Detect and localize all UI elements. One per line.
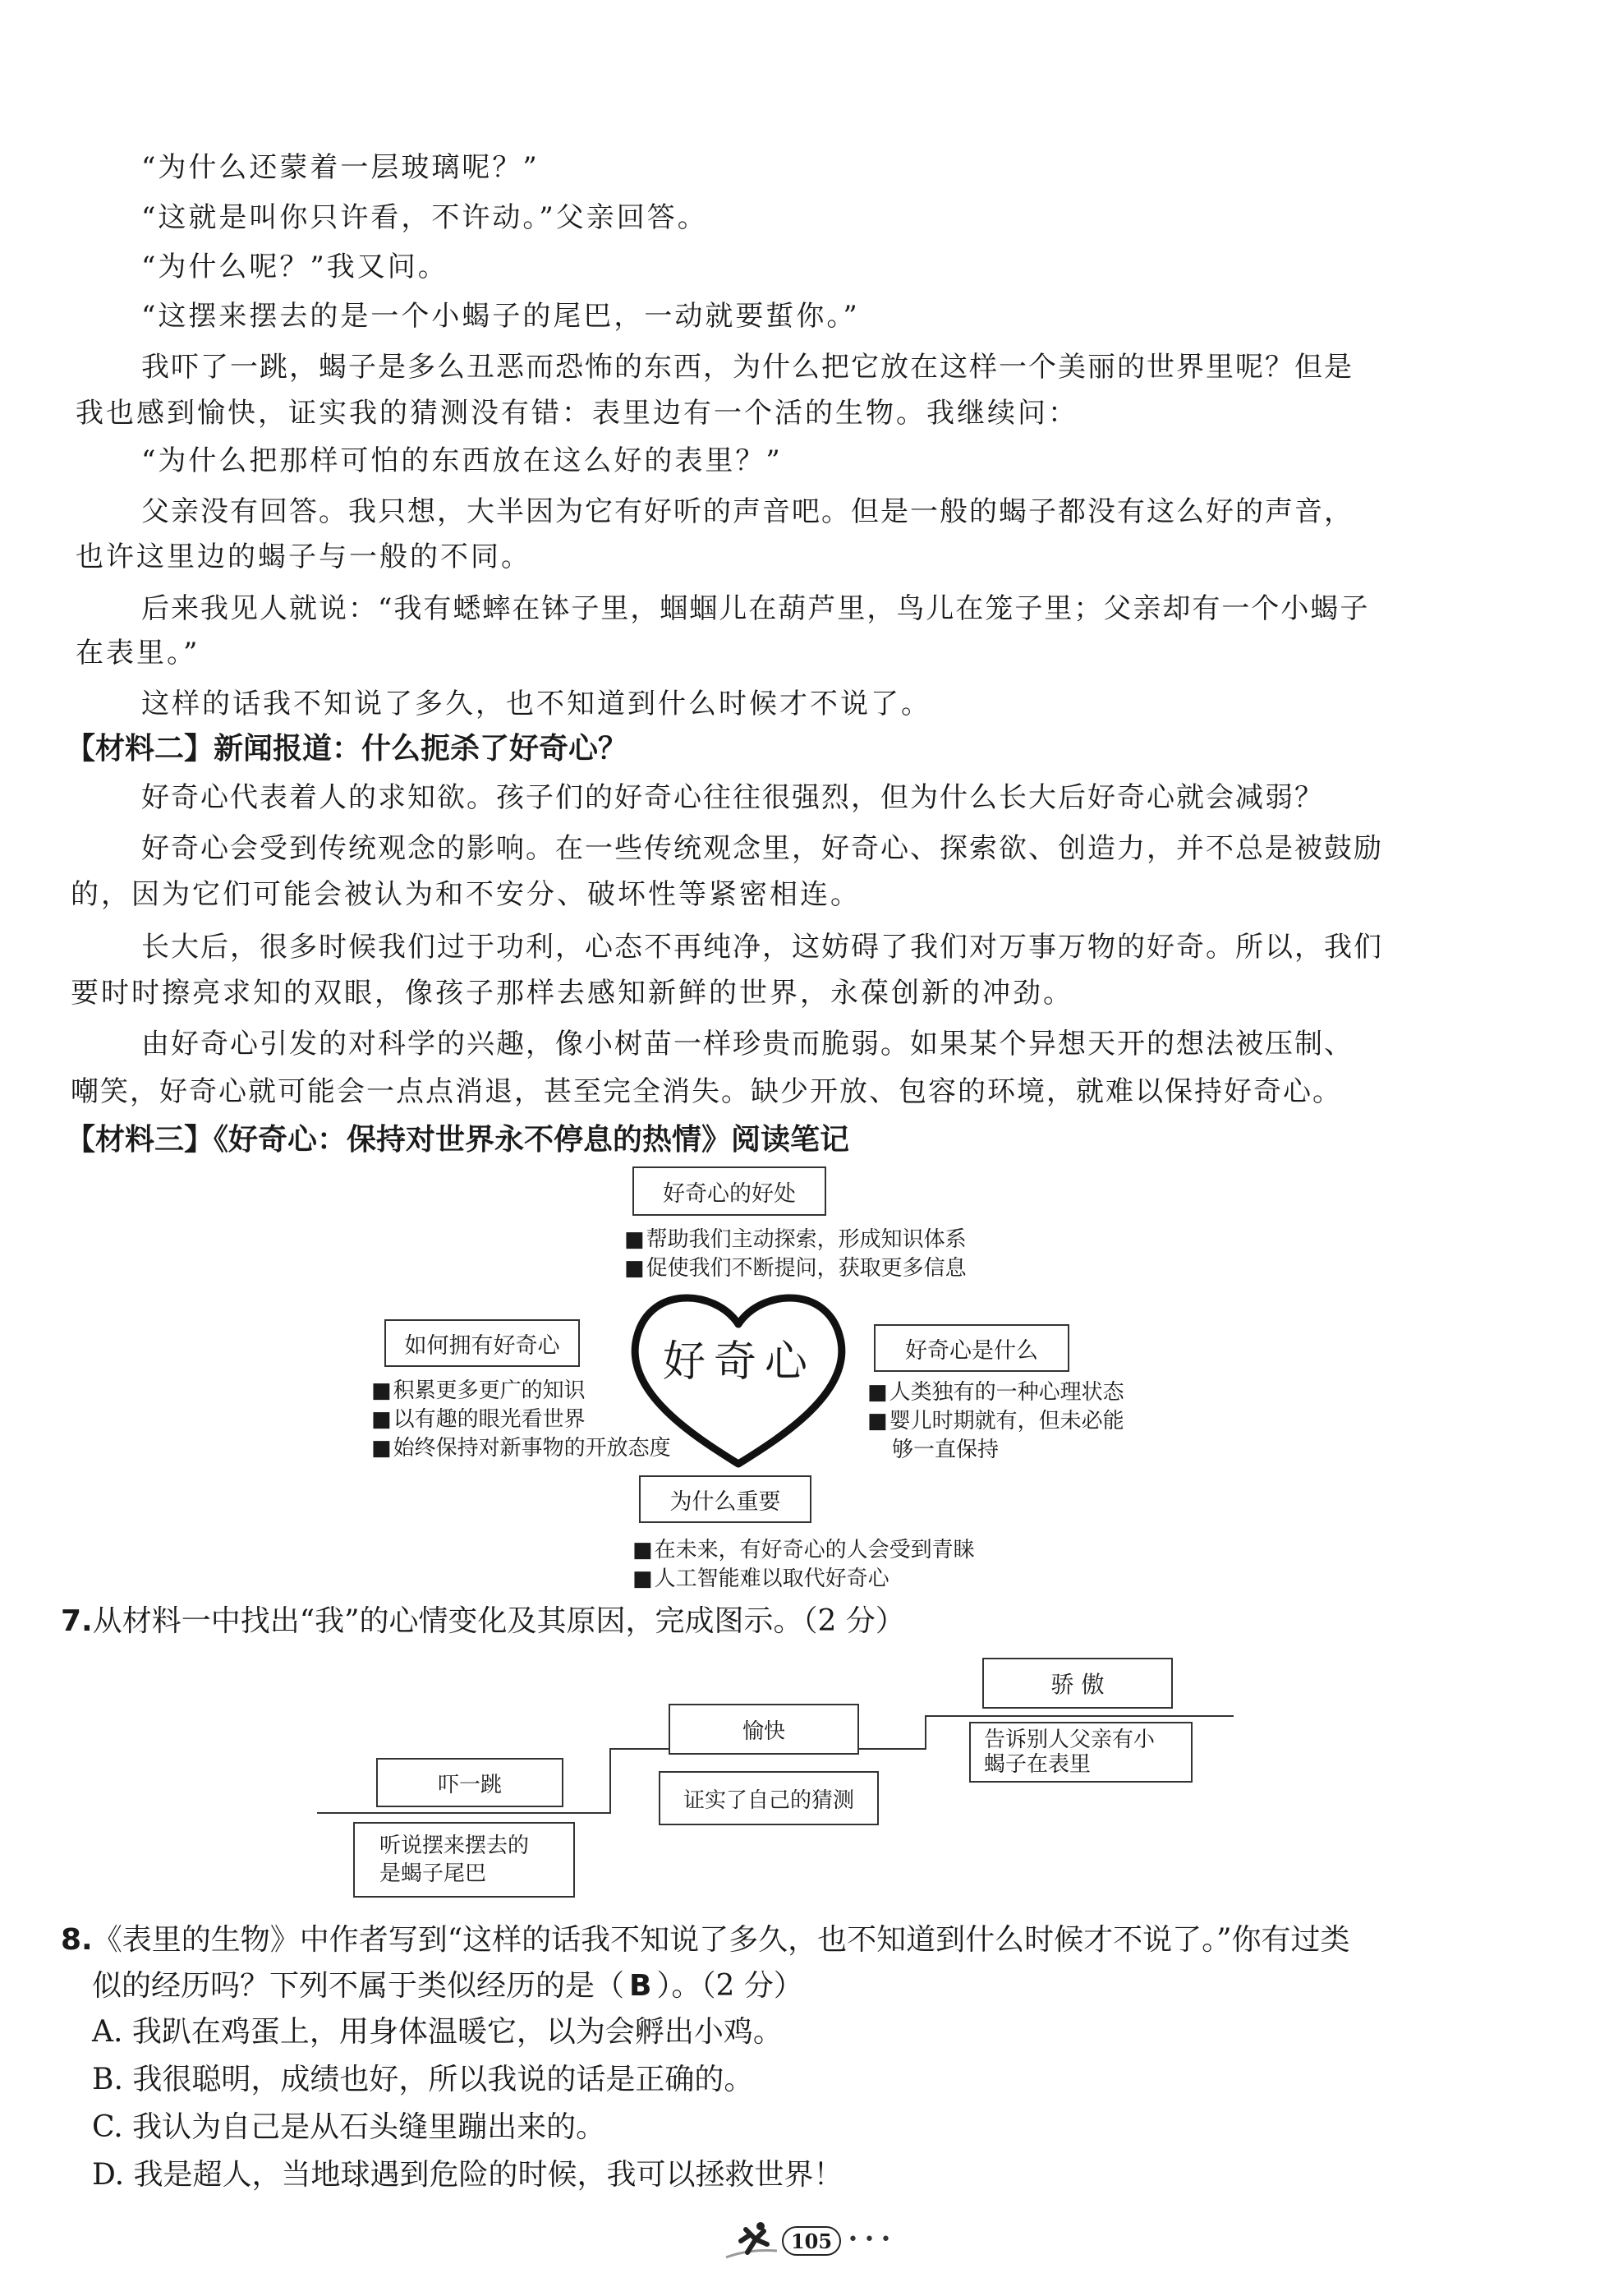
m1-line-6: 我也感到愉快，证实我的猜测没有错：表里边有一个活的生物。我继续问：	[76, 397, 1078, 430]
m1-line-8: 父亲没有回答。我只想，大半因为它有好听的声音吧。但是一般的蝎子都没有这么好的声音，	[141, 495, 1354, 528]
q8-option-c: C. 我认为自己是从石头缝里蹦出来的。	[92, 2110, 606, 2144]
step-line-3	[925, 1715, 1234, 1717]
how-title-box: 如何拥有好奇心	[384, 1319, 580, 1367]
step-riser-2	[925, 1715, 926, 1750]
what-item-1: ■ 人类独有的一种心理状态	[867, 1378, 1124, 1407]
footer-dots: • • •	[848, 2229, 891, 2250]
m2-line-2: 好奇心会受到传统观念的影响。在一些传统观念里，好奇心、探索欲、创造力，并不总是被鼓励	[141, 832, 1383, 865]
material2-heading: 【材料二】新闻报道：什么扼杀了好奇心？	[66, 732, 628, 766]
m1-line-12: 这样的话我不知说了多久，也不知道到什么时候才不说了。	[141, 688, 931, 720]
mood-box-1: 吓一跳	[376, 1758, 563, 1807]
cause1-line-1: 听说摆来摆去的	[379, 1834, 530, 1858]
m2-line-1: 好奇心代表着人的求知欲。孩子们的好奇心往往很强烈，但为什么长大后好奇心就会减弱？	[141, 781, 1324, 814]
page-footer	[723, 2218, 903, 2267]
step-line-1	[317, 1812, 609, 1814]
what-title-box: 好奇心是什么	[874, 1324, 1069, 1372]
what-item-2-cont: 够一直保持	[892, 1438, 1000, 1462]
q8-answer: B	[629, 1969, 652, 2003]
q8-number: 8.	[61, 1923, 93, 1957]
why-item-1: ■ 在未来，有好奇心的人会受到青睐	[632, 1536, 975, 1565]
q8-option-b: B. 我很聪明，成绩也好，所以我说的话是正确的。	[92, 2063, 754, 2096]
mood-box-2: 愉快	[669, 1704, 859, 1755]
m1-line-4: “这摆来摆去的是一个小蝎子的尾巴，一动就要蜇你。”	[141, 300, 860, 333]
m1-line-11: 在表里。”	[76, 637, 200, 669]
benefits-item-2: ■ 促使我们不断提问，获取更多信息	[624, 1254, 967, 1283]
cause-box-1	[353, 1822, 575, 1898]
q8-option-a: A. 我趴在鸡蛋上，用身体温暖它，以为会孵出小鸡。	[92, 2015, 783, 2049]
how-item-1: ■ 积累更多更广的知识	[371, 1377, 671, 1406]
m1-line-3: “为什么呢？”我又问。	[141, 251, 448, 283]
m1-line-9: 也许这里边的蝎子与一般的不同。	[76, 541, 531, 573]
what-item-2: ■ 婴儿时期就有，但未必能	[867, 1407, 1124, 1436]
how-item-3: ■ 始终保持对新事物的开放态度	[371, 1434, 671, 1463]
how-item-2: ■ 以有趣的眼光看世界	[371, 1406, 671, 1434]
q8-line-2-post: ）。（2 分）	[656, 1969, 803, 2003]
step-riser-1	[609, 1748, 611, 1814]
m2-line-3: 的，因为它们可能会被认为和不安分、破坏性等紧密相连。	[71, 878, 861, 911]
m1-line-7: “为什么把那样可怕的东西放在这么好的表里？”	[141, 444, 783, 477]
m1-line-5: 我吓了一跳，蝎子是多么丑恶而恐怖的东西，为什么把它放在这样一个美丽的世界里呢？但是	[141, 351, 1354, 384]
q7-text: 从材料一中找出“我”的心情变化及其原因，完成图示。（2 分）	[92, 1604, 905, 1638]
why-item-2: ■ 人工智能难以取代好奇心	[632, 1565, 975, 1594]
q8-prompt-line-1	[61, 1921, 1350, 1960]
q7-prompt	[61, 1602, 905, 1641]
how-list	[371, 1377, 671, 1463]
q8-option-d: D. 我是超人，当地球遇到危险的时候，我可以拯救世界！	[92, 2158, 843, 2192]
benefits-title-box: 好奇心的好处	[632, 1166, 826, 1216]
m2-line-5: 要时时擦亮求知的双眼，像孩子那样去感知新鲜的世界，永葆创新的冲劲。	[71, 977, 1073, 1010]
center-label: 好奇心	[662, 1337, 816, 1387]
q8-line-2-pre: 似的经历吗？下列不属于类似经历的是（	[92, 1969, 625, 2003]
m1-line-1: “为什么还蒙着一层玻璃呢？”	[141, 151, 540, 184]
why-list	[632, 1536, 975, 1594]
material3-heading: 【材料三】《好奇心：保持对世界永不停息的热情》阅读笔记	[66, 1123, 850, 1157]
q8-line-1: 《表里的生物》中作者写到“这样的话我不知说了多久，也不知道到什么时候才不说了。”你有过类	[92, 1923, 1350, 1957]
m2-line-7: 嘲笑，好奇心就可能会一点点消退，甚至完全消失。缺少开放、包容的环境，就难以保持好奇心。	[71, 1075, 1342, 1108]
why-title-box: 为什么重要	[639, 1475, 811, 1523]
m1-line-10: 后来我见人就说：“我有蟋蟀在钵子里，蝈蝈儿在葫芦里，鸟儿在笼子里；父亲却有一个小蝎子	[141, 592, 1370, 625]
cause3-line-2: 蝎子在表里	[984, 1752, 1092, 1777]
mood-box-3: 骄 傲	[982, 1658, 1173, 1709]
page-number: 105	[782, 2226, 841, 2256]
benefits-item-1: ■ 帮助我们主动探索，形成知识体系	[624, 1226, 967, 1254]
cause-box-3	[969, 1722, 1193, 1783]
m1-line-2: “这就是叫你只许看，不许动。”父亲回答。	[141, 201, 708, 234]
q7-number: 7.	[61, 1604, 93, 1638]
benefits-list	[624, 1226, 967, 1283]
what-list	[867, 1378, 1124, 1465]
cause1-line-2: 是蝎子尾巴	[379, 1861, 487, 1886]
cause3-line-1: 告诉别人父亲有小	[984, 1728, 1156, 1752]
m2-line-6: 由好奇心引发的对科学的兴趣，像小树苗一样珍贵而脆弱。如果某个异想天开的想法被压制、	[141, 1028, 1354, 1061]
cause-box-2: 证实了自己的猜测	[659, 1771, 879, 1825]
m2-line-4: 长大后，很多时候我们过于功利，心态不再纯净，这妨碍了我们对万事万物的好奇。所以，我们	[141, 931, 1383, 964]
q8-prompt-line-2	[92, 1967, 803, 2006]
runner-logo-icon	[723, 2220, 780, 2266]
